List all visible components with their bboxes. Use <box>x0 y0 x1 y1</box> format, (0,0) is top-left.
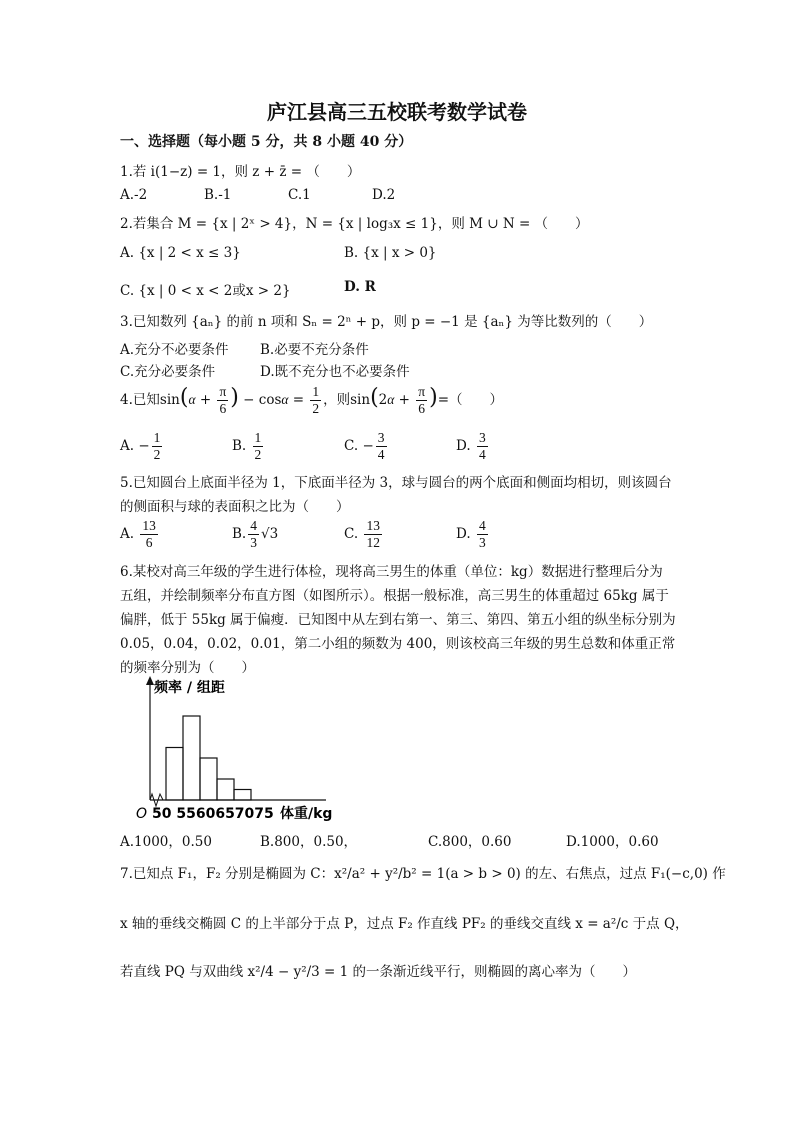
q3-option-b: B.必要不充分条件 <box>260 342 369 358</box>
section-heading: 一、选择题（每小题 5 分，共 8 小题 40 分） <box>120 134 413 150</box>
q4-option-c: C. − $\frac{3}{4}$ <box>344 430 385 462</box>
q5-option-a: A. $\frac{13}{6}$ <box>120 518 156 550</box>
histogram-bar-60-65 <box>200 758 217 800</box>
page-title: 庐江县高三五校联考数学试卷 <box>267 100 527 124</box>
question-4: 4.已知sin(α + $\frac{\pi}{6}$ ) − cosα = $\frac{1}{2}$ ，则sin(2α + $\frac{\pi}{6}$ )=（ ） <box>120 384 503 416</box>
q5-option-d: D. $\frac{4}{3}$ <box>456 518 486 550</box>
q4-option-d: D. $\frac{3}{4}$ <box>456 430 486 462</box>
q6-option-d: D.1000，0.60 <box>566 834 659 850</box>
question-5: 5.已知圆台上底面半径为 1，下底面半径为 3，球与圆台的两个底面和侧面均相切，则该圆台的侧面积与球的表面积之比为（ ） <box>120 475 672 515</box>
q3-option-c: C.充分必要条件 <box>120 364 216 380</box>
question-1: 1.若 i(1−z) = 1，则 z + z̄ = （ ） <box>120 164 361 180</box>
histogram-bar-65-70 <box>217 779 234 800</box>
question-7-line-1: 7.已知点 F₁，F₂ 分别是椭圆为 C：x²/a² + y²/b² = 1(a > b > 0) 的左、右焦点，过点 F₁(−c,0) 作 <box>120 866 726 882</box>
y-axis-arrow <box>146 676 154 685</box>
histogram-bar-70-75 <box>234 790 251 801</box>
q1-option-d: D.2 <box>372 187 396 203</box>
q1-option-b: B.-1 <box>204 187 232 203</box>
q2-option-a: A. {x | 2 < x ≤ 3} <box>120 245 241 261</box>
q4-option-b: B. $\frac{1}{2}$ <box>232 430 262 462</box>
question-7-line-2: x 轴的垂线交椭圆 C 的上半部分于点 P，过点 F₂ 作直线 PF₂ 的垂线交直线 x = a²/c 于点 Q， <box>120 916 689 932</box>
q2-option-d: D. R <box>344 279 376 295</box>
histogram-chart <box>130 672 360 822</box>
q5-option-c: C. $\frac{13}{12}$ <box>344 518 380 550</box>
q5-option-b: B. $\frac{4}{3}$ √3 <box>232 518 279 550</box>
q3-option-a: A.充分不必要条件 <box>120 342 229 358</box>
q6-option-c: C.800，0.60 <box>428 834 512 850</box>
origin-label: O <box>136 806 148 822</box>
question-3: 3.已知数列 {aₙ} 的前 n 项和 Sₙ = 2ⁿ + p，则 p = −1 是 {aₙ} 为等比数列的（ ） <box>120 314 653 330</box>
q4-option-a: A. − $\frac{1}{2}$ <box>120 430 161 462</box>
q6-option-b: B.800，0.50， <box>260 834 358 850</box>
q2-option-b: B. {x | x > 0} <box>344 245 437 261</box>
q6-option-a: A.1000，0.50 <box>120 834 212 850</box>
q1-option-c: C.1 <box>288 187 311 203</box>
question-2: 2.若集合 M = {x | 2ˣ > 4}，N = {x | log₃x ≤ 1}，则 M ∪ N = （ ） <box>120 216 589 232</box>
y-axis-label: 频率 / 组距 <box>154 680 225 696</box>
question-7-line-3: 若直线 PQ 与双曲线 x²/4 − y²/3 = 1 的一条渐近线平行，则椭圆的离心率为（ ） <box>120 964 637 980</box>
q2-option-c: C. {x | 0 < x < 2或x > 2} <box>120 283 291 299</box>
histogram-bar-55-60 <box>183 716 200 800</box>
q3-option-d: D.既不充分也不必要条件 <box>260 364 410 380</box>
x-axis-label: 体重/kg <box>280 806 333 822</box>
histogram-bar-50-55 <box>166 748 183 801</box>
question-6: 6.某校对高三年级的学生进行体检，现将高三男生的体重（单位：kg）数据进行整理后分为五组，并绘制频率分布直方图（如图所示）。根据一般标准，高三男生的体重超过 65kg 属于偏胖，低于 55kg 属于偏瘦．已知图中从左到右第一、第三、第四、第五小组的纵坐标分别为 0.05，0.04，0.02，0.01，第二小组的频数为 400，则该校高三年级的男生总数和体重正常的频率分别为（ ） <box>120 564 676 676</box>
x-tick-labels: 50 5560657075 <box>152 806 274 822</box>
q1-option-a: A.-2 <box>120 187 148 203</box>
